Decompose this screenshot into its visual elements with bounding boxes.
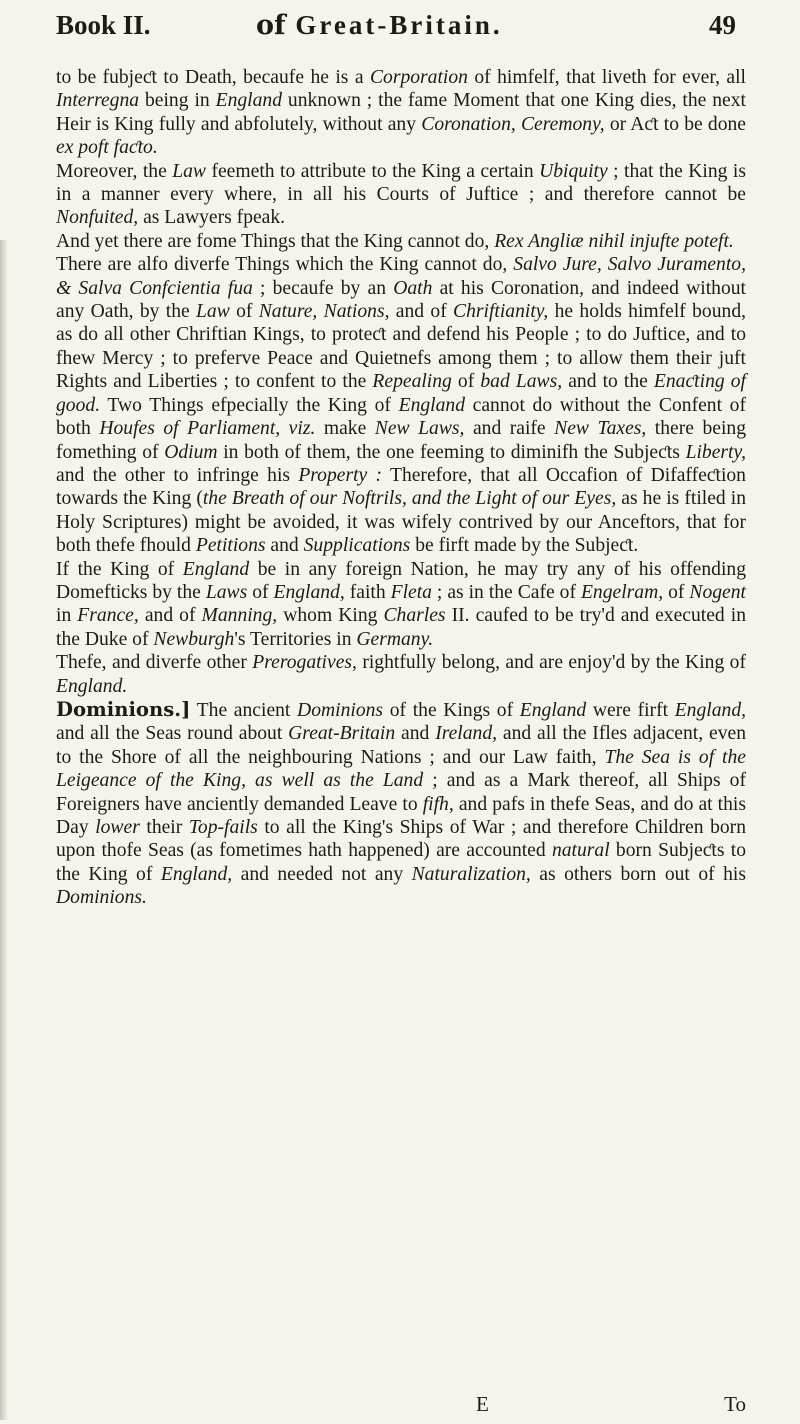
italic-run: Dominions. [56, 887, 147, 909]
paragraph [56, 230, 746, 253]
italic-run: England [182, 558, 250, 580]
text-run: and [395, 723, 436, 745]
italic-run: natural [551, 840, 610, 862]
paragraph [56, 558, 746, 652]
italic-run: Chriftianity, [453, 301, 549, 323]
text-run: and all the Seas round about [56, 723, 289, 745]
italic-run: Corporation [369, 67, 468, 88]
italic-run: Engelram, [580, 581, 664, 603]
text-run: make [315, 418, 375, 440]
text-run: faith [344, 581, 391, 603]
italic-run: Law [196, 301, 230, 323]
text-run: being in [139, 90, 216, 112]
italic-run: England, [160, 863, 233, 885]
italic-run: Liberty, [685, 441, 746, 463]
italic-run: Manning, [201, 605, 278, 627]
italic-run: France, [77, 605, 139, 627]
italic-run: Law [172, 160, 206, 182]
italic-run: Great-Britain [288, 723, 396, 745]
text-run: of the Kings of [383, 699, 520, 721]
italic-run: Fleta [390, 581, 432, 603]
italic-run: Nogent [689, 581, 746, 603]
text-run: 's Territories in [234, 628, 357, 650]
text-run: be firft made by the Subjeƈt. [410, 535, 639, 557]
text-run: at his Coronation, and indeed without any Oath, by the [56, 277, 746, 323]
italic-run: Top-fails [188, 817, 258, 838]
text-run: as he is ftiled in Holy Scriptures) might be avoided, it was wifely contrived by our Anceftors, that for both thefe fhould [56, 488, 746, 557]
text-run: were firft [586, 699, 675, 721]
text-run: their [139, 817, 189, 838]
text-run: and needed not any [232, 863, 412, 885]
text-run: in both of them, the one feeming to diminifh the Subjeƈts [217, 441, 686, 463]
text-run: and the other to infringe his [56, 464, 299, 486]
italic-run: Coronation, Ceremony, [421, 113, 605, 135]
italic-run: Ireland, [435, 723, 498, 745]
running-title-of: of [256, 10, 286, 41]
italic-run: Laws [205, 581, 248, 603]
italic-run: Charles [383, 605, 446, 627]
italic-run: Naturalization, [411, 863, 531, 885]
text-run: of [663, 581, 690, 603]
text-run: II. caufed to be try'd and executed in the Duke of [56, 605, 747, 650]
text-run: he holds himfelf bound, as do all other Chriftian Kings, to proteƈt and defend his People ; to do Juftice, and to fhew Mercy ; to preferve Peace and Quietnefs among them ; to allow them their juft Rights and Liberties ; to confent to the [56, 301, 747, 393]
italic-run: Houfes of Parliament, viz. [99, 418, 316, 440]
italic-run: England. [56, 675, 128, 697]
paragraph [56, 160, 746, 230]
paragraph [56, 651, 746, 698]
text-run: to all the King's Ships of War ; and therefore Children born upon thofe Seas (as fometimes hath happened) are accounted [56, 817, 747, 862]
text-run: rightfully belong, and are enjoy'd by the King of [356, 652, 746, 674]
italic-run: bad Laws, [480, 371, 563, 393]
italic-run: Property : [298, 464, 383, 486]
page-gutter-shadow [0, 240, 8, 1420]
italic-run: England, [273, 581, 345, 603]
running-header [56, 10, 736, 56]
italic-run: Petitions [195, 535, 266, 557]
text-run: or Aƈt to be done [604, 113, 746, 135]
italic-run: New Taxes, [554, 418, 647, 440]
text-run: There are alfo diverfe Things which the King cannot do, [56, 254, 514, 276]
italic-run: Oath [393, 277, 433, 299]
italic-run: Supplications [303, 535, 411, 557]
text-run: of himfelf, that liveth for ever, all [467, 67, 746, 88]
text-run: Thefe, and diverfe other [56, 652, 253, 674]
text-run: to be fubjeƈt to Death, becaufe he is a [56, 67, 370, 88]
page-number: 49 [709, 10, 736, 40]
text-run: unknown ; the fame Moment that one King dies, the next Heir is King fully and abfolutely, without any [56, 90, 746, 135]
text-run: whom King [277, 605, 384, 627]
text-run: Two Things efpecially the King of [100, 394, 399, 416]
italic-run: ex poft faƈto. [56, 137, 158, 159]
side-heading: Dominions.] [56, 697, 191, 721]
text-run: and all the Ifles adjacent, even to the Shore of all the neighbouring Nations ; and our Law faith, [56, 723, 746, 768]
italic-run: the Breath of our Noftrils, and the Light of our Eyes, [202, 488, 617, 510]
italic-run: England, [674, 699, 747, 721]
paragraph [56, 253, 746, 557]
text-run: And yet there are fome Things that the King cannot do, [56, 230, 495, 252]
catchword: To [724, 1392, 746, 1416]
italic-run: Newburgh [153, 628, 235, 650]
italic-run: Salvo Jure, Salvo Juramento, & Salva Confcientia fua [56, 254, 746, 299]
text-run: ; becaufe by an [252, 277, 394, 299]
text-run: there being fomething of [56, 418, 746, 463]
text-run: ; and as a Mark thereof, all Ships of Foreigners have anciently demanded Leave to [56, 770, 746, 815]
text-run: The ancient [190, 699, 298, 721]
text-run: If the King of [56, 558, 183, 580]
text-run: ; as in the Cafe of [431, 581, 581, 603]
paragraph [56, 698, 746, 910]
body-text [56, 66, 746, 910]
running-title [256, 10, 503, 41]
italic-run: England [398, 394, 466, 416]
text-run: be in any foreign Nation, he may try any of his offending Domefticks by the [56, 558, 747, 603]
text-run: and of [389, 301, 454, 323]
italic-run: Nature, Nations, [258, 301, 390, 323]
italic-run: Ubiquity [539, 160, 608, 182]
text-run: and to the [562, 371, 654, 393]
page-footer [56, 1392, 746, 1420]
text-run: in [56, 605, 78, 627]
running-title-main: Great-Britain. [295, 10, 503, 40]
italic-run: England [519, 699, 587, 721]
italic-run: Germany. [356, 628, 434, 650]
book-label: Book II. [56, 10, 151, 40]
text-run: of [451, 371, 481, 393]
italic-run: Prerogatives, [252, 652, 357, 674]
italic-run: Enaƈting of good. [56, 371, 746, 416]
text-run: as Lawyers fpeak. [138, 207, 286, 229]
paragraph [56, 66, 746, 160]
text-run: cannot do without the Confent of both [56, 394, 746, 440]
text-run: and [265, 535, 304, 557]
italic-run: lower [95, 817, 140, 838]
italic-run: England [215, 90, 283, 112]
italic-run: Nonfuited, [56, 207, 139, 229]
text-run: and raife [464, 418, 555, 440]
text-run: Therefore, that all Occafion of Difaffeƈtion towards the King ( [56, 464, 746, 510]
text-run: ; that the King is in a manner every where, in all his Courts of Juftice ; and therefore cannot be [56, 160, 746, 206]
text-run: of [247, 581, 274, 603]
signature-mark: E [476, 1392, 489, 1416]
text-run: born Subjeƈts to the King of [56, 840, 746, 885]
text-run: feemeth to attribute to the King a certain [206, 160, 540, 182]
text-run: of [229, 301, 259, 323]
text-run: and pafs in thefe Seas, and do at this Day [56, 793, 746, 838]
italic-run: Repealing [372, 371, 452, 393]
italic-run: Dominions [297, 699, 384, 721]
text-run: and of [138, 605, 202, 627]
text-run: Moreover, the [56, 160, 173, 182]
italic-run: Odium [164, 441, 218, 463]
italic-run: fifh, [422, 793, 454, 815]
italic-run: Rex Angliæ nihil injufte poteft. [494, 230, 734, 252]
italic-run: Interregna [56, 90, 140, 112]
italic-run: The Sea is of the Leigeance of the King, as well as the Land [56, 746, 746, 792]
text-run: as others born out of his [530, 863, 746, 885]
italic-run: New Laws, [374, 418, 465, 440]
